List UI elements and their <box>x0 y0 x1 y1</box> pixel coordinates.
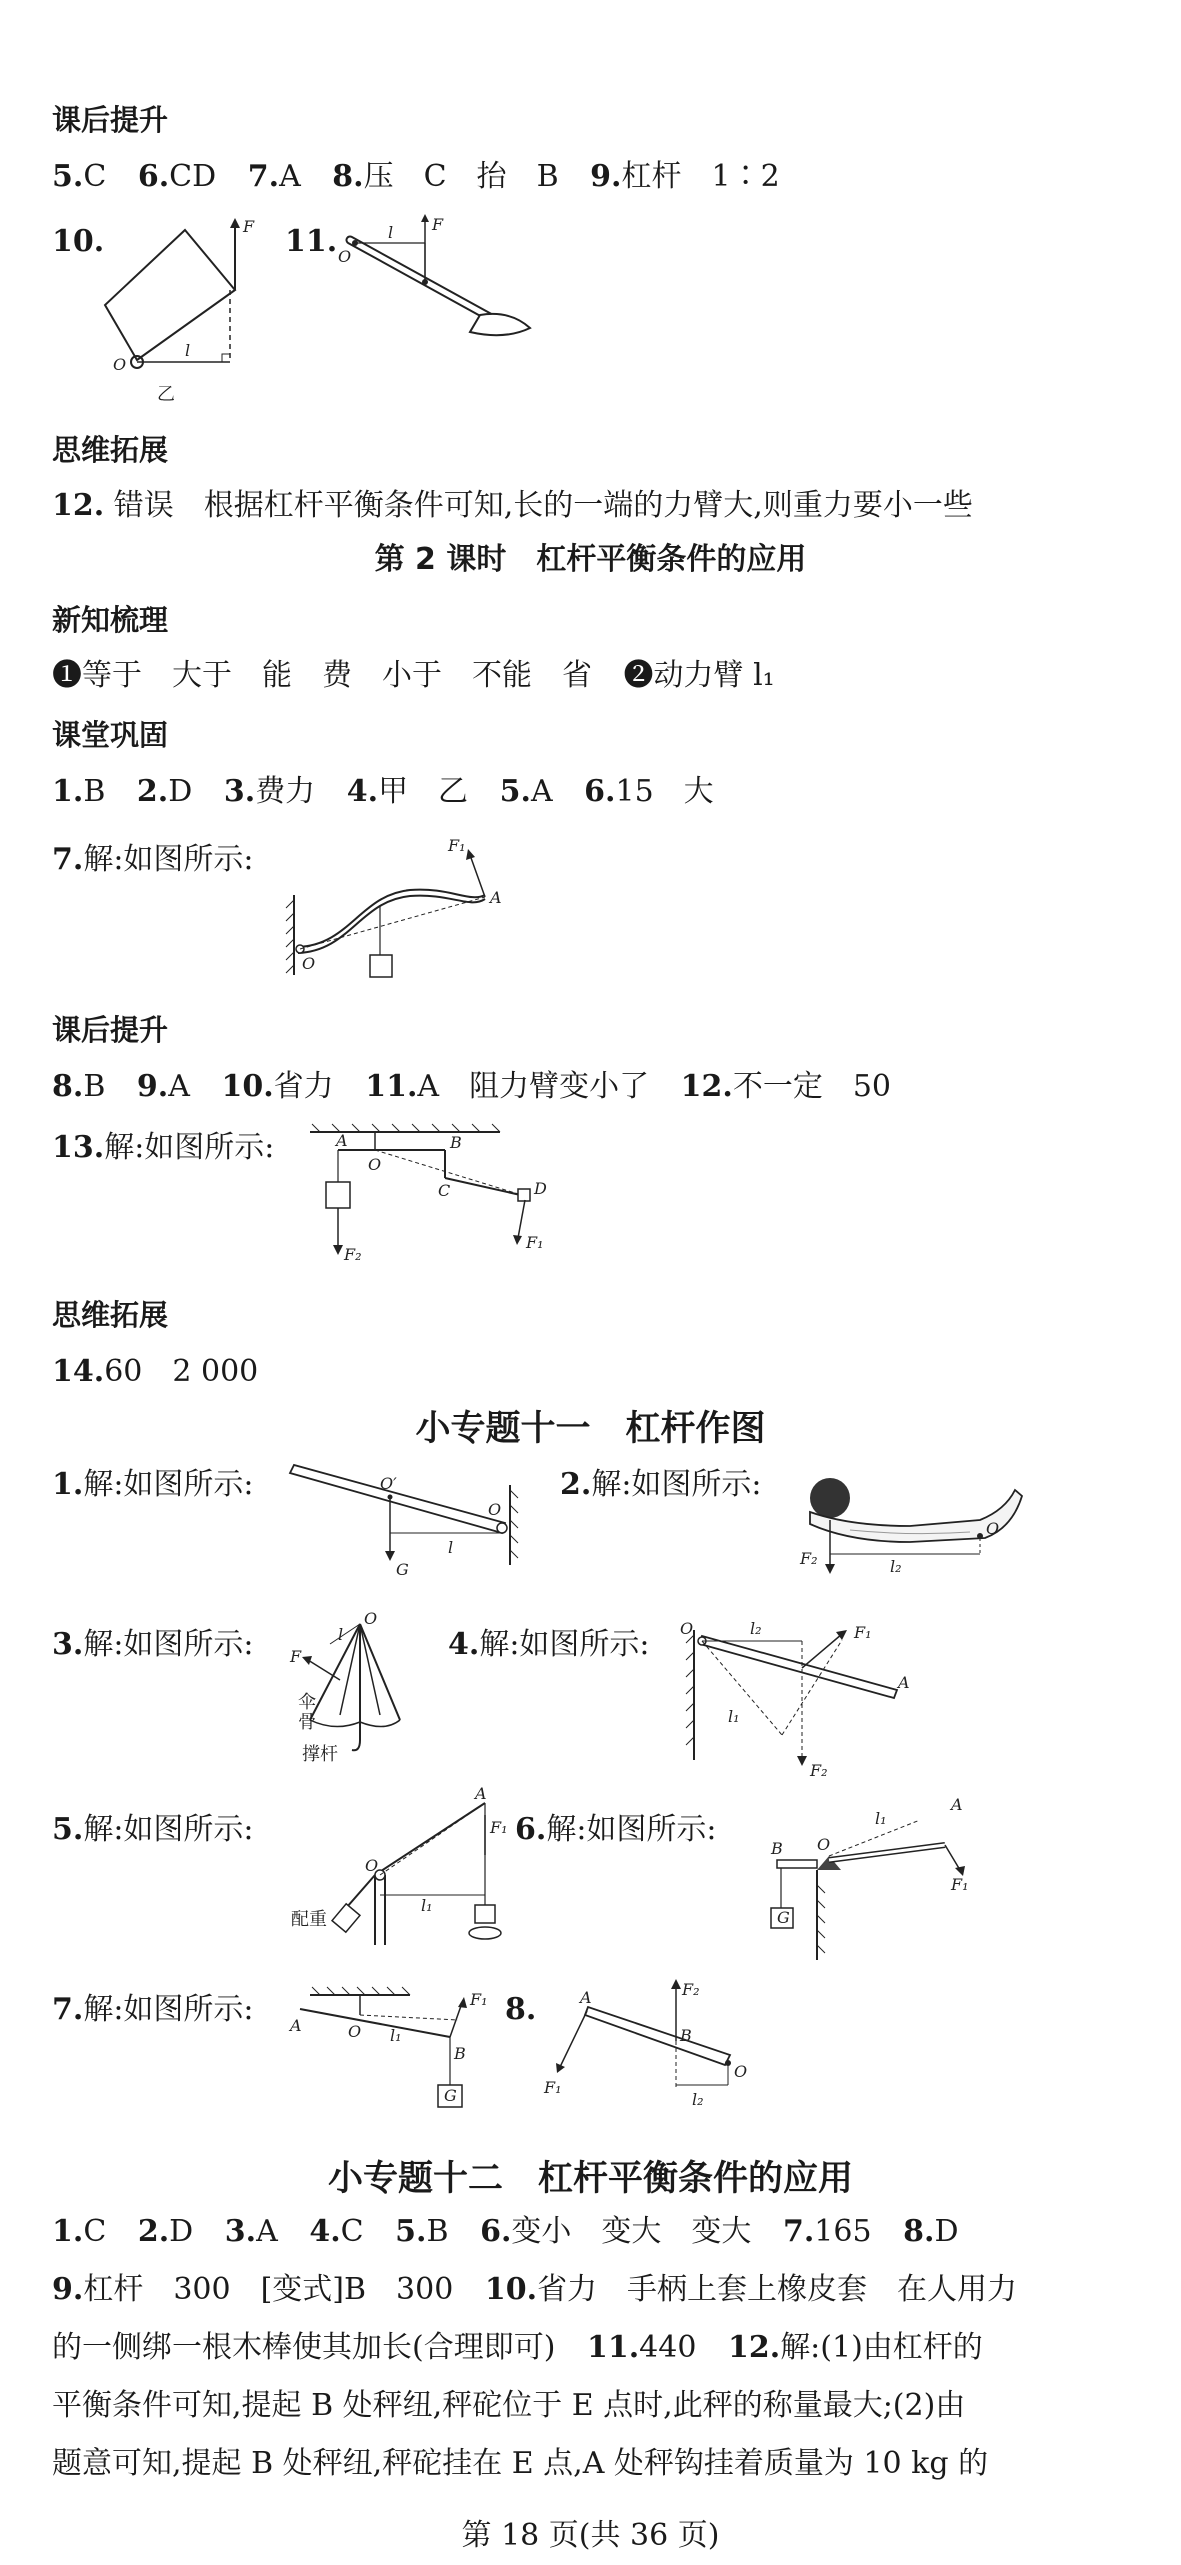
answer-line <box>52 1128 274 1168</box>
q-num: 5. <box>395 2214 427 2249</box>
lever-figure-q10 <box>95 210 275 410</box>
q-num: 6. <box>584 774 616 809</box>
label-B: B <box>771 1839 783 1858</box>
q-num: 4. <box>448 1627 480 1662</box>
label-l1: l₁ <box>421 1896 433 1915</box>
label-B: B <box>680 2026 692 2045</box>
section-heading: 新知梳理 <box>52 603 169 637</box>
label-G: G <box>444 2086 457 2105</box>
circle-number-2: ❷ <box>623 658 654 693</box>
answer-line <box>52 486 973 526</box>
item-3 <box>52 1625 254 1665</box>
label-D: D <box>534 1179 547 1198</box>
q-text: 解:如图所示: <box>546 1812 717 1847</box>
q-num: 10. <box>484 2272 538 2307</box>
label-F2: F₂ <box>682 1980 700 1999</box>
label-rod: 撑杆 <box>302 1744 338 1765</box>
q-answer: D <box>169 2214 194 2249</box>
q-num: 7. <box>52 1992 84 2027</box>
q-num: 11. <box>365 1069 418 1104</box>
label-umbrella: 伞 <box>298 1692 316 1713</box>
section-heading: 课堂巩固 <box>52 718 169 752</box>
lever-figure-t6 <box>755 1790 985 1960</box>
q-num: 9. <box>136 1069 169 1104</box>
q-answer: C <box>83 2214 107 2249</box>
q-num: 12. <box>52 488 105 523</box>
q-text: 解:如图所示: <box>479 1627 650 1662</box>
q-num: 12. <box>727 2330 781 2365</box>
answer-line: 题意可知,提起 B 处秤纽,秤砣挂在 E 点,A 处秤钩挂着质量为 10 kg 的 <box>52 2446 989 2481</box>
label-A: A <box>475 1785 487 1803</box>
label-A: A <box>580 1988 592 2007</box>
q-num: 7. <box>247 159 280 194</box>
q-answer: A 阻力臂变小了 <box>417 1069 650 1104</box>
label-l2: l₂ <box>750 1619 762 1638</box>
q-answer: A <box>168 1069 190 1104</box>
item-5 <box>52 1810 254 1850</box>
answer-line <box>52 656 775 696</box>
q-num: 13. <box>52 1130 105 1165</box>
label-F2: F₂ <box>800 1549 818 1568</box>
q-text: 解:如图所示: <box>83 1467 254 1502</box>
circle-number-1: ❶ <box>52 658 82 693</box>
q-answer: 杠杆 300 [变式]B 300 <box>83 2272 454 2307</box>
q-num: 7. <box>782 2214 815 2249</box>
shovel-figure-q11 <box>330 210 540 350</box>
q-answer: A <box>530 774 553 809</box>
q-answer: 变小 变大 变大 <box>511 2214 752 2249</box>
q-num: 2. <box>137 2214 170 2249</box>
q-answer: B <box>83 774 106 809</box>
q-num: 3. <box>52 1627 84 1662</box>
answer-line <box>52 2328 983 2368</box>
label-F1: F₁ <box>526 1233 544 1252</box>
q-answer: 压 C 抬 B <box>363 159 559 194</box>
q-answer: A <box>279 159 301 194</box>
q-num: 3. <box>224 2214 257 2249</box>
q11-number: 11. <box>285 224 338 259</box>
label-O: O <box>817 1835 831 1854</box>
q-answer: D <box>168 774 193 809</box>
q-num: 8. <box>903 2214 935 2249</box>
label-l: l <box>448 1538 454 1557</box>
lesson-title: 第 2 课时 杠杆平衡条件的应用 <box>374 542 807 577</box>
fill-answers: 等于 大于 能 费 小于 不能 省 <box>82 658 592 693</box>
q-answer: 费力 <box>255 774 316 809</box>
q-num: 1. <box>52 774 84 809</box>
label-A: A <box>898 1673 910 1692</box>
label-O: O <box>365 1856 379 1875</box>
label-F1: F₁ <box>470 1990 488 2009</box>
topic-title: 小专题十一 杠杆作图 <box>415 1409 766 1449</box>
q-num: 5. <box>52 1812 84 1847</box>
q-answer: 甲 乙 <box>378 774 469 809</box>
label-A: A <box>951 1795 963 1814</box>
label-l: l <box>185 341 191 360</box>
q-num: 9. <box>52 2272 84 2307</box>
label-O-prime: O′ <box>380 1474 397 1493</box>
q-num: 14. <box>52 1354 105 1389</box>
q-answer: 165 <box>814 2214 872 2249</box>
label-B: B <box>450 1133 462 1152</box>
q-answer: 不一定 50 <box>732 1069 892 1104</box>
label-G: G <box>777 1908 790 1927</box>
q-num: 6. <box>480 2214 512 2249</box>
item-1 <box>52 1465 254 1505</box>
q-answer: A <box>256 2214 278 2249</box>
q-num: 6. <box>515 1812 547 1847</box>
label-counterweight: 配重 <box>291 1909 327 1930</box>
q-answer: CD <box>169 159 217 194</box>
lever-figure-q7 <box>280 825 520 985</box>
label-F1: F₁ <box>544 2078 562 2097</box>
q-text: 解:如图所示: <box>83 1992 254 2027</box>
q-num: 11. <box>586 2330 640 2365</box>
label-O: O <box>368 1155 382 1174</box>
label-A: A <box>290 2016 302 2035</box>
section-heading: 思维拓展 <box>52 1298 169 1332</box>
label-F2: F₂ <box>344 1245 362 1264</box>
q-answer: 杠杆 1∶2 <box>621 159 780 194</box>
q-answer: 的一侧绑一根木棒使其加长(合理即可) <box>52 2330 556 2365</box>
answer-line <box>52 1352 258 1392</box>
label-G: G <box>396 1560 409 1579</box>
figure-caption: 乙 <box>157 384 175 405</box>
item-7 <box>52 1990 254 2030</box>
q-answer: 60 2 000 <box>104 1354 259 1389</box>
label-F1: F₁ <box>854 1623 872 1642</box>
label-l2: l₂ <box>692 2090 704 2109</box>
label-l: l <box>338 1625 344 1644</box>
answer-line <box>52 2270 1017 2310</box>
item-4 <box>448 1625 650 1665</box>
answer-line <box>52 1067 891 1107</box>
label-O: O <box>986 1519 1000 1538</box>
label-F: F <box>432 215 444 234</box>
label-l1: l₁ <box>728 1707 740 1726</box>
q-answer: 省力 <box>273 1069 334 1104</box>
q-answer: 解:(1)由杠杆的 <box>780 2330 983 2365</box>
q-answer: C <box>83 159 107 194</box>
q-num: 8. <box>505 1992 537 2027</box>
fill-answers: 动力臂 l₁ <box>653 658 775 693</box>
lever-figure-t7 <box>280 1975 500 2125</box>
q-num: 1. <box>52 1467 84 1502</box>
q-num: 1. <box>52 2214 84 2249</box>
label-F2: F₂ <box>810 1761 828 1780</box>
section-heading: 课后提升 <box>52 103 169 137</box>
q-answer: 440 <box>639 2330 697 2365</box>
crane-figure-t5 <box>285 1785 515 1960</box>
answer-line: 平衡条件可知,提起 B 处秤纽,秤砣位于 E 点时,此秤的称量最大;(2)由 <box>52 2388 966 2423</box>
q-answer: 错误 根据杠杆平衡条件可知,长的一端的力臂大,则重力要小一些 <box>113 488 973 523</box>
lever-figure-t1 <box>280 1455 540 1595</box>
answer-line <box>52 2212 959 2252</box>
q-num: 5. <box>499 774 531 809</box>
arm-figure-t2 <box>790 1450 1030 1590</box>
item-6 <box>515 1810 717 1850</box>
q-num: 4. <box>309 2214 341 2249</box>
label-F1: F₁ <box>490 1818 508 1837</box>
label-A: A <box>336 1131 348 1150</box>
label-l1: l₁ <box>875 1809 887 1828</box>
label-O: O <box>302 954 316 973</box>
q-answer: 省力 手柄上套上橡皮套 在人用力 <box>537 2272 1018 2307</box>
umbrella-figure-t3 <box>280 1610 440 1775</box>
q-num: 10. <box>221 1069 274 1104</box>
q-answer: B <box>426 2214 449 2249</box>
label-O: O <box>364 1610 378 1628</box>
label-A: A <box>490 888 502 907</box>
label-l: l <box>388 223 394 242</box>
q-num: 6. <box>137 159 170 194</box>
answer-line <box>52 157 780 197</box>
answer-line <box>52 772 714 812</box>
lever-figure-t4 <box>672 1610 922 1780</box>
q-answer: B <box>83 1069 106 1104</box>
section-heading: 课后提升 <box>52 1013 169 1047</box>
q-num: 8. <box>332 159 364 194</box>
q-num: 8. <box>52 1069 84 1104</box>
q-text: 解:如图所示: <box>83 1627 254 1662</box>
page-footer: 第 18 页(共 36 页) <box>461 2518 720 2553</box>
label-F1: F₁ <box>448 836 466 855</box>
label-l1: l₁ <box>390 2026 402 2045</box>
label-O: O <box>338 247 352 266</box>
q-text: 解:如图所示: <box>591 1467 762 1502</box>
q-num: 9. <box>590 159 622 194</box>
q-num: 5. <box>52 159 84 194</box>
label-O: O <box>488 1500 502 1519</box>
q-num: 2. <box>136 774 169 809</box>
item-8 <box>505 1990 536 2030</box>
q-num: 7. <box>52 842 84 877</box>
lever-figure-t8 <box>540 1975 770 2125</box>
label-B: B <box>454 2044 466 2063</box>
q10-number: 10. <box>52 224 105 259</box>
label-F1: F₁ <box>951 1875 969 1894</box>
label-l2: l₂ <box>890 1557 902 1576</box>
label-C: C <box>438 1181 451 1200</box>
q-num: 12. <box>680 1069 733 1104</box>
q-num: 2. <box>560 1467 592 1502</box>
q-text: 解:如图所示: <box>83 842 254 877</box>
topic-title: 小专题十二 杠杆平衡条件的应用 <box>327 2159 853 2199</box>
q-answer: 15 大 <box>615 774 714 809</box>
label-O: O <box>113 355 127 374</box>
label-F: F <box>243 217 255 236</box>
q-answer: C <box>340 2214 364 2249</box>
answer-line <box>52 840 254 880</box>
item-2 <box>560 1465 762 1505</box>
label-F: F <box>290 1647 302 1666</box>
q-num: 3. <box>223 774 256 809</box>
q-answer: D <box>934 2214 959 2249</box>
lever-figure-q13 <box>300 1120 560 1280</box>
section-heading: 思维拓展 <box>52 433 169 467</box>
q-text: 解:如图所示: <box>83 1812 254 1847</box>
label-bone: 骨 <box>298 1712 316 1733</box>
q-num: 4. <box>346 774 379 809</box>
q-text: 解:如图所示: <box>104 1130 275 1165</box>
label-O: O <box>680 1619 694 1638</box>
label-O: O <box>348 2022 362 2041</box>
label-O: O <box>734 2062 748 2081</box>
